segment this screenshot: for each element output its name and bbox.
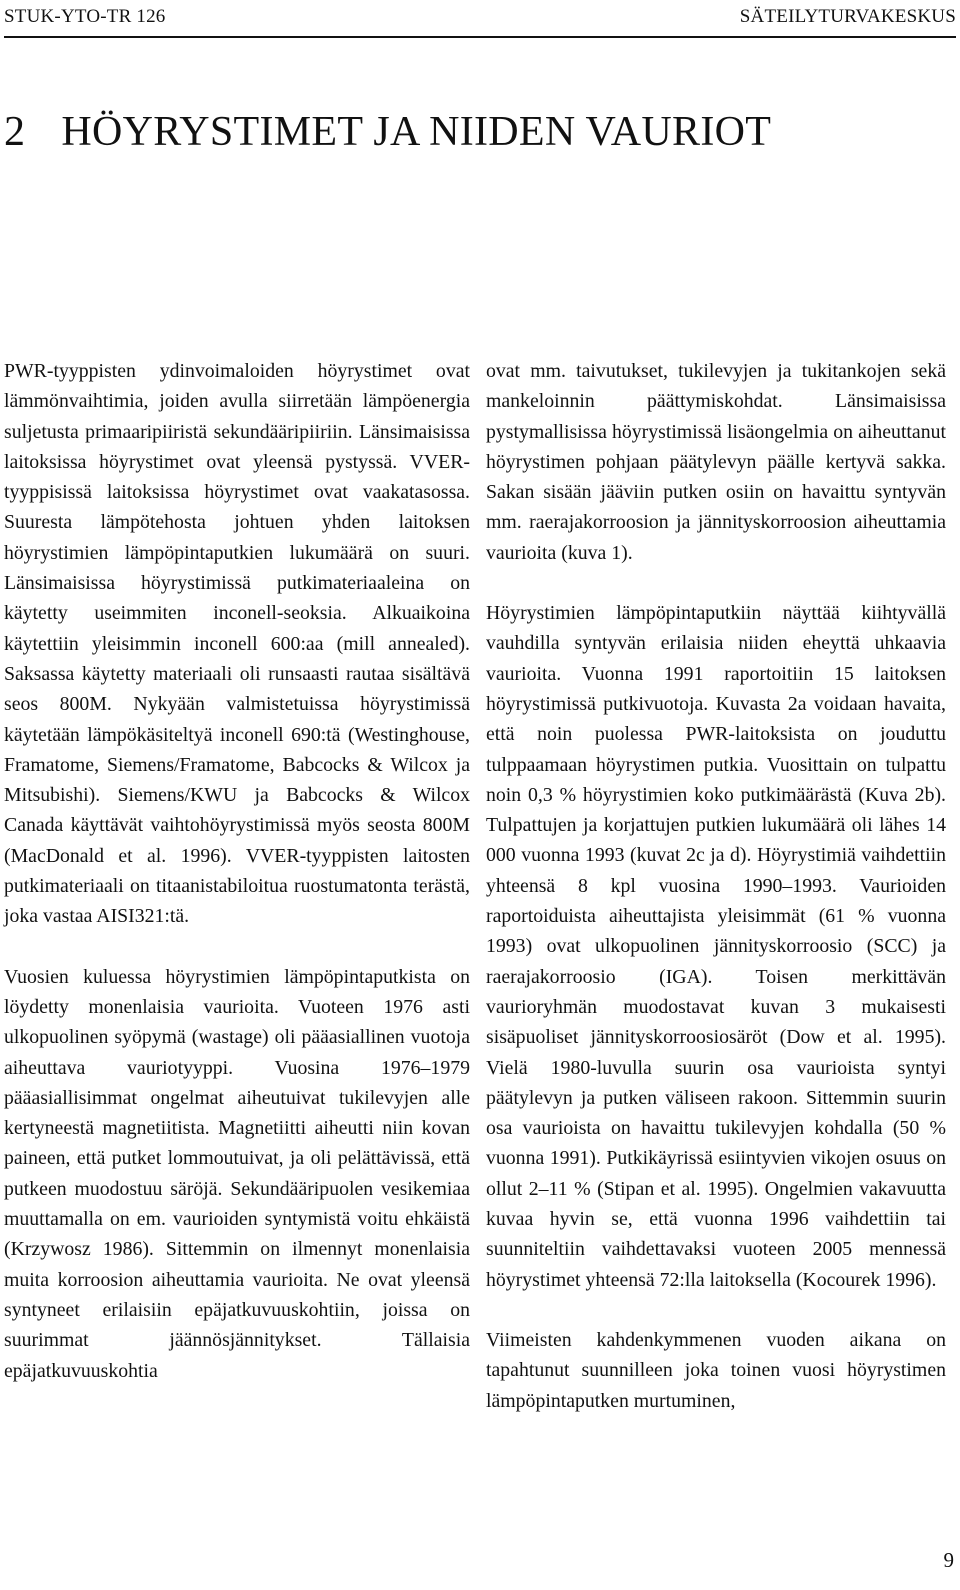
running-header	[4, 6, 956, 34]
chapter-title	[4, 108, 956, 156]
report-id: STUK-YTO-TR 126	[4, 6, 166, 27]
page-number: 9	[943, 1548, 954, 1572]
chapter-number: 2	[4, 109, 26, 155]
left-column	[4, 356, 470, 1416]
chapter-heading: HÖYRYSTIMET JA NIIDEN VAURIOT	[61, 109, 772, 155]
paragraph: Vuosien kuluessa höyrystimien lämpöpintaputkista on löydetty monenlaisia vaurioita. Vuoteen 1976 asti ulkopuolinen syöpymä (wastage) oli pääasiallinen vuotoja aiheuttava vauriotyyppi. Vuosina 1976–1979 pääasiallisimmat ongelmat aiheutuivat tukilevyjen alle kertyneestä magnetiitista. Magnetiitti aiheutti niin kovan paineen, että putket lommoutuivat, ja oli pelättävissä, että putkeen muodostuu säröjä. Sekundääripuolen vesikemiaa muuttamalla on em. vaurioiden syntymistä voitu ehkäistä (Krzywosz 1986). Sittemmin on ilmennyt monenlaisia muita korroosion aiheuttamia vaurioita. Ne ovat yleensä syntyneet erilaisiin epäjatkuvuuskohtiin, joissa on suurimmat jäännösjännitykset. Tällaisia epäjatkuvuuskohtia	[4, 965, 470, 1382]
paragraph: PWR-tyyppisten ydinvoimaloiden höyrystimet ovat lämmönvaihtimia, joiden avulla siirretään lämpöenergia suljetusta primaaripiiristä sekundääripiiriin. Länsimaisissa laitoksissa höyrystimet ovat yleensä pystyssä. VVER-tyyppisissä laitoksissa höyrystimet ovat vaakatasossa. Suuresta lämpötehosta johtuen yhden laitoksen höyrystimien lämpöpintaputkien lukumäärä on suuri. Länsimaisissa höyrystimissä putkimateriaaleina on käytetty useimmiten inconell-seoksia. Alkuaikoina käytettiin yleisimmin inconell 600:aa (mill annealed). Saksassa käytetty materiaali oli runsaasti rautaa sisältävä seos 800M. Nykyään valmistetuissa höyrystimissä käytetään lämpökäsiteltyä inconell 690:tä (Westinghouse, Framatome, Siemens/Framatome, Babcocks & Wilcox ja Mitsubishi). Siemens/KWU ja Babcocks & Wilcox Canada käyttävät vaihtohöyrystimissä myös seosta 800M (MacDonald et al. 1996). VVER-tyyppisten laitosten putkimateriaali on titaanistabiloitua ruostumatonta terästä, joka vastaa AISI321:tä.	[4, 360, 470, 928]
paragraph: ovat mm. taivutukset, tukilevyjen ja tukitankojen sekä mankeloinnin päättymiskohdat. Länsimaisissa pystymallisissa höyrystimissä lisäongelmia on aiheuttanut höyrystimen pohjaan päätylevyn päälle kertyvä sakka. Sakan sisään jääviin putken osiin on havaittu syntyvän mm. raerajakorroosion ja jännityskorroosion aiheuttamia vaurioita (kuva 1).	[486, 360, 946, 564]
paragraph: Viimeisten kahdenkymmenen vuoden aikana on tapahtunut suunnilleen joka toinen vuosi höyrystimen lämpöpintaputken murtuminen,	[486, 1328, 946, 1412]
paragraph: Höyrystimien lämpöpintaputkiin näyttää kiihtyvällä vauhdilla syntyvän erilaisia niiden eheyttä uhkaavia vaurioita. Vuonna 1991 raportoitiin 15 laitoksen höyrystimissä putkivuotoja. Kuvasta 2a voidaan havaita, että noin puolessa PWR-laitoksista on jouduttu tulppaamaan höyrystimen putkia. Vuosittain on tulpattu noin 0,3 % höyrystimien koko putkimäärästä (Kuva 2b). Tulpattujen ja korjattujen putkien lukumäärä oli lähes 14 000 vuonna 1993 (kuvat 2c ja d). Höyrystimiä vaihdettiin yhteensä 8 kpl vuosina 1990–1993. Vaurioiden raportoiduista aiheuttajista yleisimmät (61 % vuonna 1993) ovat ulkopuolinen jännityskorroosio (SCC) ja raerajakorroosio (IGA). Toisen merkittävän vaurioryhmän muodostavat kuvan 3 mukaisesti sisäpuoliset jännityskorroosiosäröt (Dow et al. 1995). Vielä 1980-luvulla suurin osa vaurioista syntyi päätylevyn ja putken väliseen rakoon. Sittemmin suurin osa vaurioista on havaittu tukilevyjen kohdalla (50 % vuonna 1991). Putkikäyrissä esiintyvien vikojen osuus on ollut 2–11 % (Stipan et al. 1995). Ongelmien vakavuutta kuvaa hyvin se, että vuonna 1996 vaihdettiin tai suunniteltiin vaihdettavaksi vuoteen 2005 mennessä höyrystimet yhteensä 72:lla laitoksella (Kocourek 1996).	[486, 602, 946, 1291]
publisher-name: SÄTEILYTURVAKESKUS	[739, 6, 956, 27]
header-rule	[4, 36, 956, 38]
right-column	[486, 356, 946, 1446]
